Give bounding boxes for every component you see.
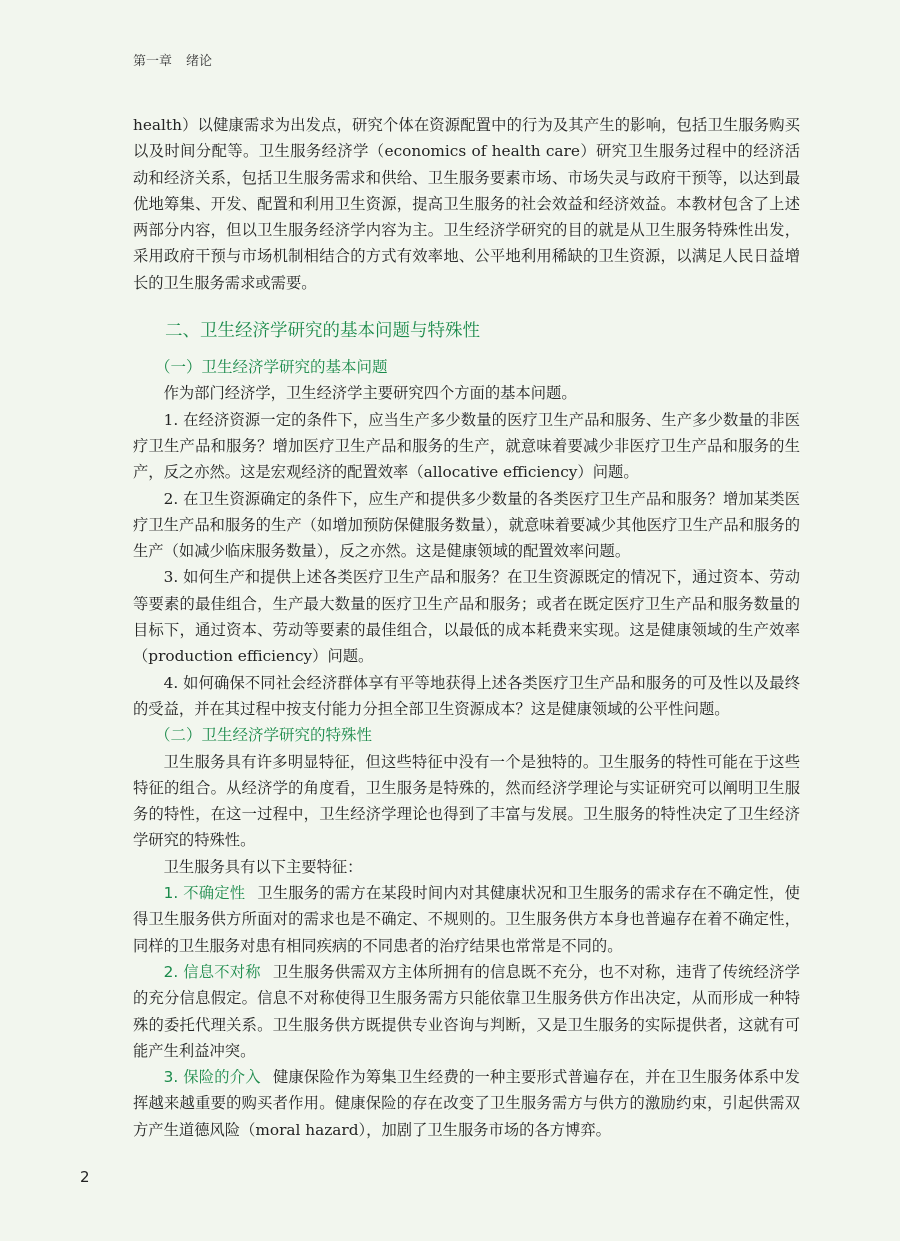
running-head bbox=[133, 50, 226, 69]
paragraph-1: 作为部门经济学，卫生经济学主要研究四个方面的基本问题。 bbox=[163, 384, 577, 403]
feature-insurance bbox=[133, 1064, 800, 1143]
paragraph-7: 卫生服务具有以下主要特征： bbox=[163, 857, 363, 876]
section-heading: 二、卫生经济学研究的基本问题与特殊性 bbox=[165, 321, 480, 342]
paragraph-6: 卫生服务具有许多明显特征，但这些特征中没有一个是独特的。卫生服务的特性可能在于这些特征的组合。从经济学的角度看，卫生服务是特殊的，然而经济学理论与实证研究可以阐明卫生服务的特性，在这一过程中，卫生经济学理论也得到了丰富与发展。卫生服务的特性决定了卫生经济学研究的特殊性。 bbox=[133, 752, 800, 850]
chapter-title: 绪论 bbox=[186, 54, 213, 69]
page-number: 2 bbox=[80, 1168, 90, 1186]
feature-uncertainty-text: 卫生服务的需方在某段时间内对其健康状况和卫生服务的需求存在不确定性，使得卫生服务供方所面对的需求也是不确定、不规则的。卫生服务供方本身也普遍存在着不确定性，同样的卫生服务对患有相同疾病的不同患者的治疗结果也常常是不同的。 bbox=[133, 884, 800, 955]
paragraph-3: 2. 在卫生资源确定的条件下，应生产和提供多少数量的各类医疗卫生产品和服务？增加某类医疗卫生产品和服务的生产（如增加预防保健服务数量），就意味着要减少其他医疗卫生产品和服务的生产（如减少临床服务数量），反之亦然。这是健康领域的配置效率问题。 bbox=[133, 489, 800, 561]
subsection-heading-2: （二）卫生经济学研究的特殊性 bbox=[155, 726, 373, 745]
paragraph-intro: health）以健康需求为出发点，研究个体在资源配置中的行为及其产生的影响，包括卫生服务购买以及时间分配等。卫生服务经济学（economics of health care）研究卫生服务过程中的经济活动和经济关系，包括卫生服务需求和供给、卫生服务要素市场、市场失灵与政府干预等，以达到最优地筹集、开发、配置和利用卫生资源，提高卫生服务的社会效益和经济效益。本教材包含了上述两部分内容，但以卫生服务经济学内容为主。卫生经济学研究的目的就是从卫生服务特殊性出发，采用政府干预与市场机制相结合的方式有效率地、公平地利用稀缺的卫生资源，以满足人民日益增长的卫生服务需求或需要。 bbox=[133, 116, 800, 292]
feature-information-lead: 2. 信息不对称 bbox=[163, 962, 261, 981]
paragraph-5: 4. 如何确保不同社会经济群体享有平等地获得上述各类医疗卫生产品和服务的可及性以及最终的受益，并在其过程中按支付能力分担全部卫生资源成本？这是健康领域的公平性问题。 bbox=[133, 673, 800, 718]
feature-insurance-lead: 3. 保险的介入 bbox=[163, 1068, 261, 1087]
feature-uncertainty-lead: 1. 不确定性 bbox=[163, 884, 246, 903]
feature-information-text: 卫生服务供需双方主体所拥有的信息既不充分，也不对称，违背了传统经济学的充分信息假定。信息不对称使得卫生服务需方只能依靠卫生服务供方作出决定，从而形成一种特殊的委托代理关系。卫生服务供方既提供专业咨询与判断，又是卫生服务的实际提供者，这就有可能产生利益冲突。 bbox=[133, 962, 800, 1060]
body-text bbox=[133, 112, 800, 1143]
chapter-label: 第一章 bbox=[133, 54, 173, 69]
feature-insurance-text: 健康保险作为筹集卫生经费的一种主要形式普遍存在，并在卫生服务体系中发挥越来越重要的购买者作用。健康保险的存在改变了卫生服务需方与供方的激励约束，引起供需双方产生道德风险（moral hazard），加剧了卫生服务市场的各方博弈。 bbox=[133, 1068, 800, 1139]
subsection-heading-1: （一）卫生经济学研究的基本问题 bbox=[155, 358, 388, 377]
feature-uncertainty bbox=[133, 880, 800, 959]
paragraph-4: 3. 如何生产和提供上述各类医疗卫生产品和服务？在卫生资源既定的情况下，通过资本、劳动等要素的最佳组合，生产最大数量的医疗卫生产品和服务；或者在既定医疗卫生产品和服务数量的目标下，通过资本、劳动等要素的最佳组合，以最低的成本耗费来实现。这是健康领域的生产效率（production efficiency）问题。 bbox=[133, 568, 800, 666]
paragraph-2: 1. 在经济资源一定的条件下，应当生产多少数量的医疗卫生产品和服务、生产多少数量的非医疗卫生产品和服务？增加医疗卫生产品和服务的生产，就意味着要减少非医疗卫生产品和服务的生产，反之亦然。这是宏观经济的配置效率（allocative efficiency）问题。 bbox=[133, 410, 800, 482]
feature-information-asymmetry bbox=[133, 959, 800, 1064]
